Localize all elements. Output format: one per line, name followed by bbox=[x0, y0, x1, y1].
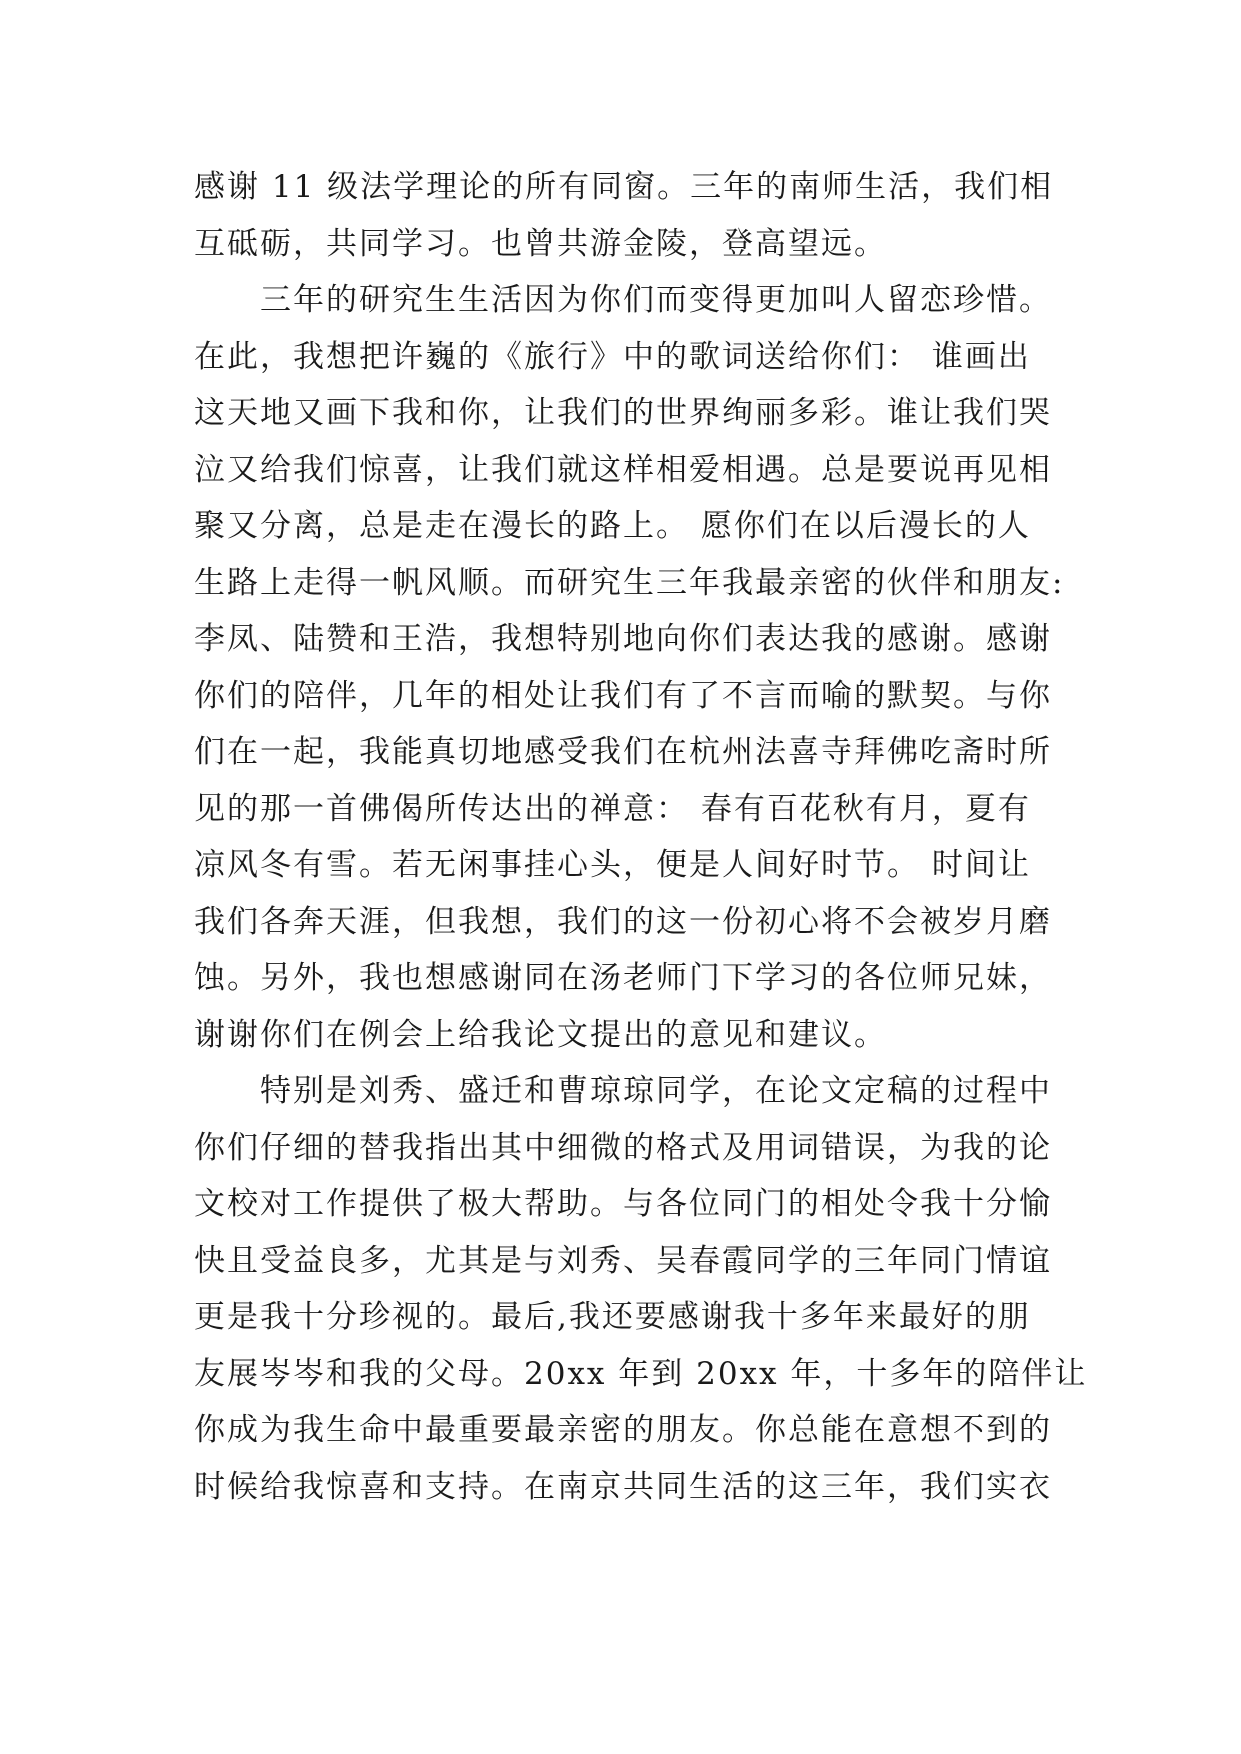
text-line: 更是我十分珍视的。最后,我还要感谢我十多年来最好的朋 bbox=[194, 1299, 1031, 1335]
text-line: 友展岑岑和我的父母。20xx 年到 20xx 年，十多年的陪伴让 bbox=[194, 1355, 1088, 1392]
text-line: 在此，我想把许巍的《旅行》中的歌词送给你们： 谁画出 bbox=[194, 338, 1031, 375]
text-line: 凉风冬有雪。若无闲事挂心头，便是人间好时节。 时间让 bbox=[194, 847, 1031, 883]
text-line: 快且受益良多，尤其是与刘秀、吴春霞同学的三年同门情谊 bbox=[194, 1242, 1052, 1279]
text-line: 见的那一首佛偈所传达出的禅意： 春有百花秋有月，夏有 bbox=[194, 790, 1031, 827]
text-line: 们在一起，我能真切地感受我们在杭州法喜寺拜佛吃斋时所 bbox=[194, 734, 1052, 770]
text-line: 感谢 11 级法学理论的所有同窗。三年的南师生活，我们相 bbox=[194, 169, 1054, 205]
text-line: 你们的陪伴，几年的相处让我们有了不言而喻的默契。与你 bbox=[194, 677, 1052, 714]
text-line: 我们各奔天涯，但我想，我们的这一份初心将不会被岁月磨 bbox=[194, 903, 1052, 940]
text-line: 时候给我惊喜和支持。在南京共同生活的这三年，我们实衣 bbox=[194, 1468, 1052, 1505]
text-line: 聚又分离，总是走在漫长的路上。 愿你们在以后漫长的人 bbox=[194, 508, 1031, 544]
text-line: 特别是刘秀、盛迁和曹琼琼同学，在论文定稿的过程中 bbox=[194, 1073, 1052, 1109]
text-line: 你成为我生命中最重要最亲密的朋友。你总能在意想不到的 bbox=[194, 1412, 1052, 1448]
text-line: 你们仔细的替我指出其中细微的格式及用词错误，为我的论 bbox=[194, 1129, 1052, 1166]
text-line: 文校对工作提供了极大帮助。与各位同门的相处令我十分愉 bbox=[194, 1186, 1052, 1222]
text-line: 这天地又画下我和你，让我们的世界绚丽多彩。谁让我们哭 bbox=[194, 395, 1052, 431]
text-line: 互砥砺，共同学习。也曾共游金陵，登高望远。 bbox=[194, 225, 887, 262]
text-line: 李凤、陆赞和王浩，我想特别地向你们表达我的感谢。感谢 bbox=[194, 621, 1052, 657]
text-line: 生路上走得一帆风顺。而研究生三年我最亲密的伙伴和朋友: bbox=[194, 564, 1065, 601]
text-line: 三年的研究生生活因为你们而变得更加叫人留恋珍惜。 bbox=[194, 282, 1052, 318]
body-text bbox=[194, 159, 1088, 1515]
text-line: 泣又给我们惊喜，让我们就这样相爱相遇。总是要说再见相 bbox=[194, 451, 1052, 488]
text-line: 蚀。另外，我也想感谢同在汤老师门下学习的各位师兄妹， bbox=[194, 960, 1052, 996]
text-line: 谢谢你们在例会上给我论文提出的意见和建议。 bbox=[194, 1016, 887, 1053]
